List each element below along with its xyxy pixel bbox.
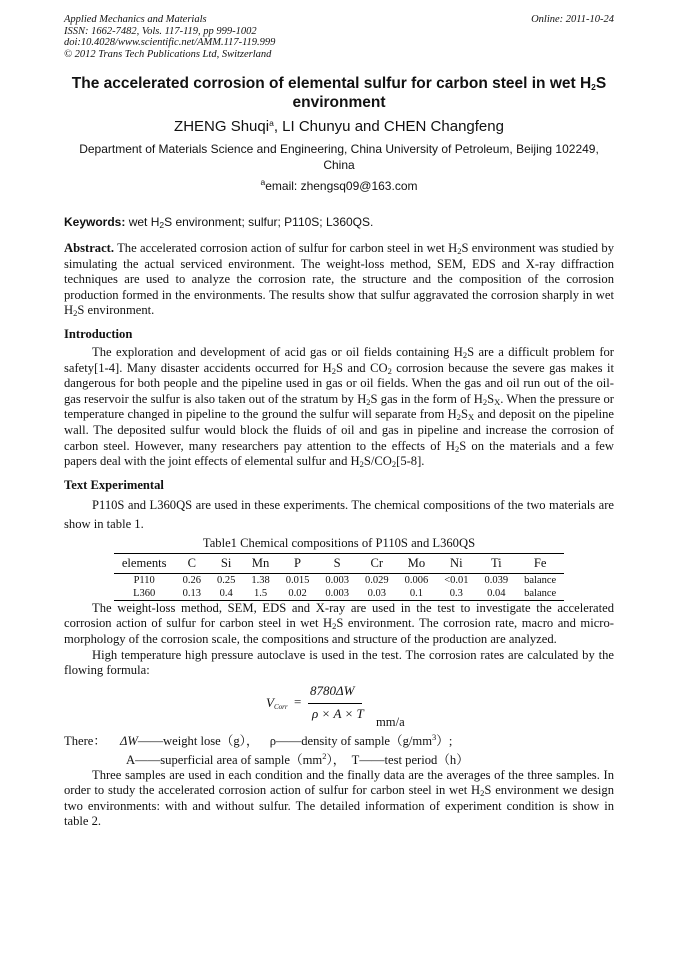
authors: ZHENG Shuqi$^a$, LI Chunyu and CHEN Changfeng — [174, 118, 504, 135]
author-email: $^a$email: zhengsq09@163.com — [260, 177, 418, 193]
closing-paragraph: Three samples are used in each condition and the finally data are the averages of the three samples. In order to study the accelerated corrosion action of sulfur for carbon steel in wet $H_2S$ environment we design two environments: with and without sulfur. The detailed information of experiment condition is show in table 2. — [64, 767, 615, 829]
abstract: Abstract. The accelerated corrosion action of sulfur for carbon steel in wet $H_2S$ environment was studied by simulating the actual serviced environment. The weight-loss method, SEM, EDS and X-ray diffraction techniques are used to analyze the corrosion rate, the structure and the composition of the corrosion production formed in the environments. The results show that sulfur aggravated the corrosion sharply in wet $H_2S$ environment. — [64, 241, 614, 319]
table-header-row — [114, 553, 564, 573]
methods-paragraph-2: High temperature high pressure autoclave is used in the test. The corrosion rates are calculated by the flowing formula: — [64, 647, 614, 678]
table-cell: 0.4 — [209, 587, 243, 601]
table-cell: L360 — [114, 587, 175, 601]
experimental-heading: Text Experimental — [64, 477, 164, 492]
experimental-paragraph: P110S and L360QS are used in these experiments. The chemical compositions of the two materials are show in table 1. — [64, 497, 614, 531]
column-header-cr: Cr — [357, 553, 397, 573]
column-header-ni: Ni — [436, 553, 476, 573]
table-cell: 0.029 — [364, 574, 389, 586]
column-header-si: Si — [209, 553, 243, 573]
abstract-label: Abstract. — [64, 241, 115, 255]
introduction-paragraph: The exploration and development of acid gas or oil fields containing $H_2S$ are a difficult problem for safety[1-4]. Many disaster accidents occurred for $H_2S$ and $CO_2$ corrosion because the severe gas makes it dangerous for both people and the pipeline used in gas or oil fields. When the gas and oil run out of the oil-gas reservoir the sulfur is also taken out of the stratum by $H_2S$ gas in the form of $H_2S_X$. When the pressure or temperature changed in pipeline to the ground the sulfur will separate from $H_2S_X$ and deposit on the pipeline wall. The deposited sulfur would block the fluids of oil and gas in pipeline and increase the corrosion of carbon steel. However, many researchers pay attention to the effects of $H_2S$ on the materials and a few papers deal with the joint effects of elemental sulfur and $H_2S/CO_2[5-8]$. — [64, 344, 615, 470]
formula-denominator: ρ × A × T — [312, 705, 364, 721]
column-header-p: P — [278, 553, 318, 573]
chemical-composition-table — [114, 553, 564, 601]
column-header-mo: Mo — [397, 553, 437, 573]
column-header-mn: Mn — [243, 553, 277, 573]
formula-lhs: $V_{Corr}$ — [266, 694, 288, 711]
online-date: Online: 2011-10-24 — [531, 14, 614, 25]
affiliation: Department of Materials Science and Engineering, China University of Petroleum, Beijing 102249, China — [79, 142, 599, 172]
table-cell: 1.38 — [251, 574, 270, 586]
table-cell: <0.01 — [444, 574, 469, 586]
table-cell: 0.3 — [436, 587, 476, 601]
introduction-heading: Introduction — [64, 326, 133, 341]
corrosion-rate-formula — [64, 683, 614, 733]
formula-numerator: 8780ΔW — [310, 682, 355, 698]
doi-line: doi:10.4028/www.scientific.net/AMM.117-119.999 — [64, 37, 276, 48]
table-cell: 1.5 — [243, 587, 277, 601]
table-row — [114, 573, 564, 587]
paper-page — [64, 14, 614, 830]
column-header-c: C — [175, 553, 209, 573]
table-cell: 0.039 — [484, 574, 509, 586]
journal-header — [64, 14, 614, 60]
keywords-label: Keywords: — [64, 215, 126, 229]
table-cell: 0.006 — [404, 574, 429, 586]
table1-caption: Table1 Chemical compositions of P110S and L360QS — [202, 535, 476, 550]
variable-definitions — [64, 733, 614, 768]
table-cell: 0.1 — [397, 587, 437, 601]
table-cell: P110 — [133, 574, 155, 586]
table-cell: 0.003 — [325, 574, 349, 586]
table-cell: balance — [524, 574, 557, 586]
paper-title: The accelerated corrosion of elemental sulfur for carbon steel in wet $H_2S$ environment — [71, 75, 607, 111]
table-cell: balance — [516, 587, 564, 601]
table-body — [114, 573, 564, 600]
issn-line: ISSN: 1662-7482, Vols. 117-119, pp 999-1002 — [64, 25, 257, 37]
table-cell: 0.13 — [175, 587, 209, 601]
table-cell: 0.015 — [285, 574, 310, 586]
keywords: Keywords: wet $H_2S$ environment; sulfur; P110S; L360QS. — [64, 215, 374, 230]
methods-paragraph-1: The weight-loss method, SEM, EDS and X-ray are used in the test to investigate the accelerated corrosion action of sulfur for carbon steel in wet $H_2S$ environment. The corrosion rate, macro and micro- morphology of the corrosion scale, the compositions and structure of the production are analyzed. — [64, 600, 614, 646]
column-header-fe: Fe — [516, 553, 564, 573]
table-cell: 0.26 — [182, 574, 201, 586]
table-cell: 0.25 — [216, 574, 236, 586]
table-cell: 0.03 — [357, 587, 397, 601]
formula-equals: = — [294, 693, 302, 709]
column-header-elements: elements — [114, 553, 175, 573]
column-header-s: S — [317, 553, 357, 573]
table-cell: 0.003 — [317, 587, 357, 601]
definitions-line-2: A——superficial area of $sample(mm^2)$， T——test period（h） — [126, 750, 469, 767]
column-header-ti: Ti — [477, 553, 517, 573]
journal-name: Applied Mechanics and Materials — [64, 14, 207, 25]
formula-unit: mm/a — [376, 714, 405, 729]
table-cell: 0.02 — [278, 587, 318, 601]
table-cell: 0.04 — [477, 587, 517, 601]
copyright-line: © 2012 Trans Tech Publications Ltd, Switzerland — [64, 48, 272, 60]
definitions-line-1: There： ΔW——weight lose（g）， ρ——density of $sample(g/mm^3)$; — [64, 731, 453, 748]
table-row — [114, 587, 564, 601]
fraction-bar — [308, 703, 362, 704]
